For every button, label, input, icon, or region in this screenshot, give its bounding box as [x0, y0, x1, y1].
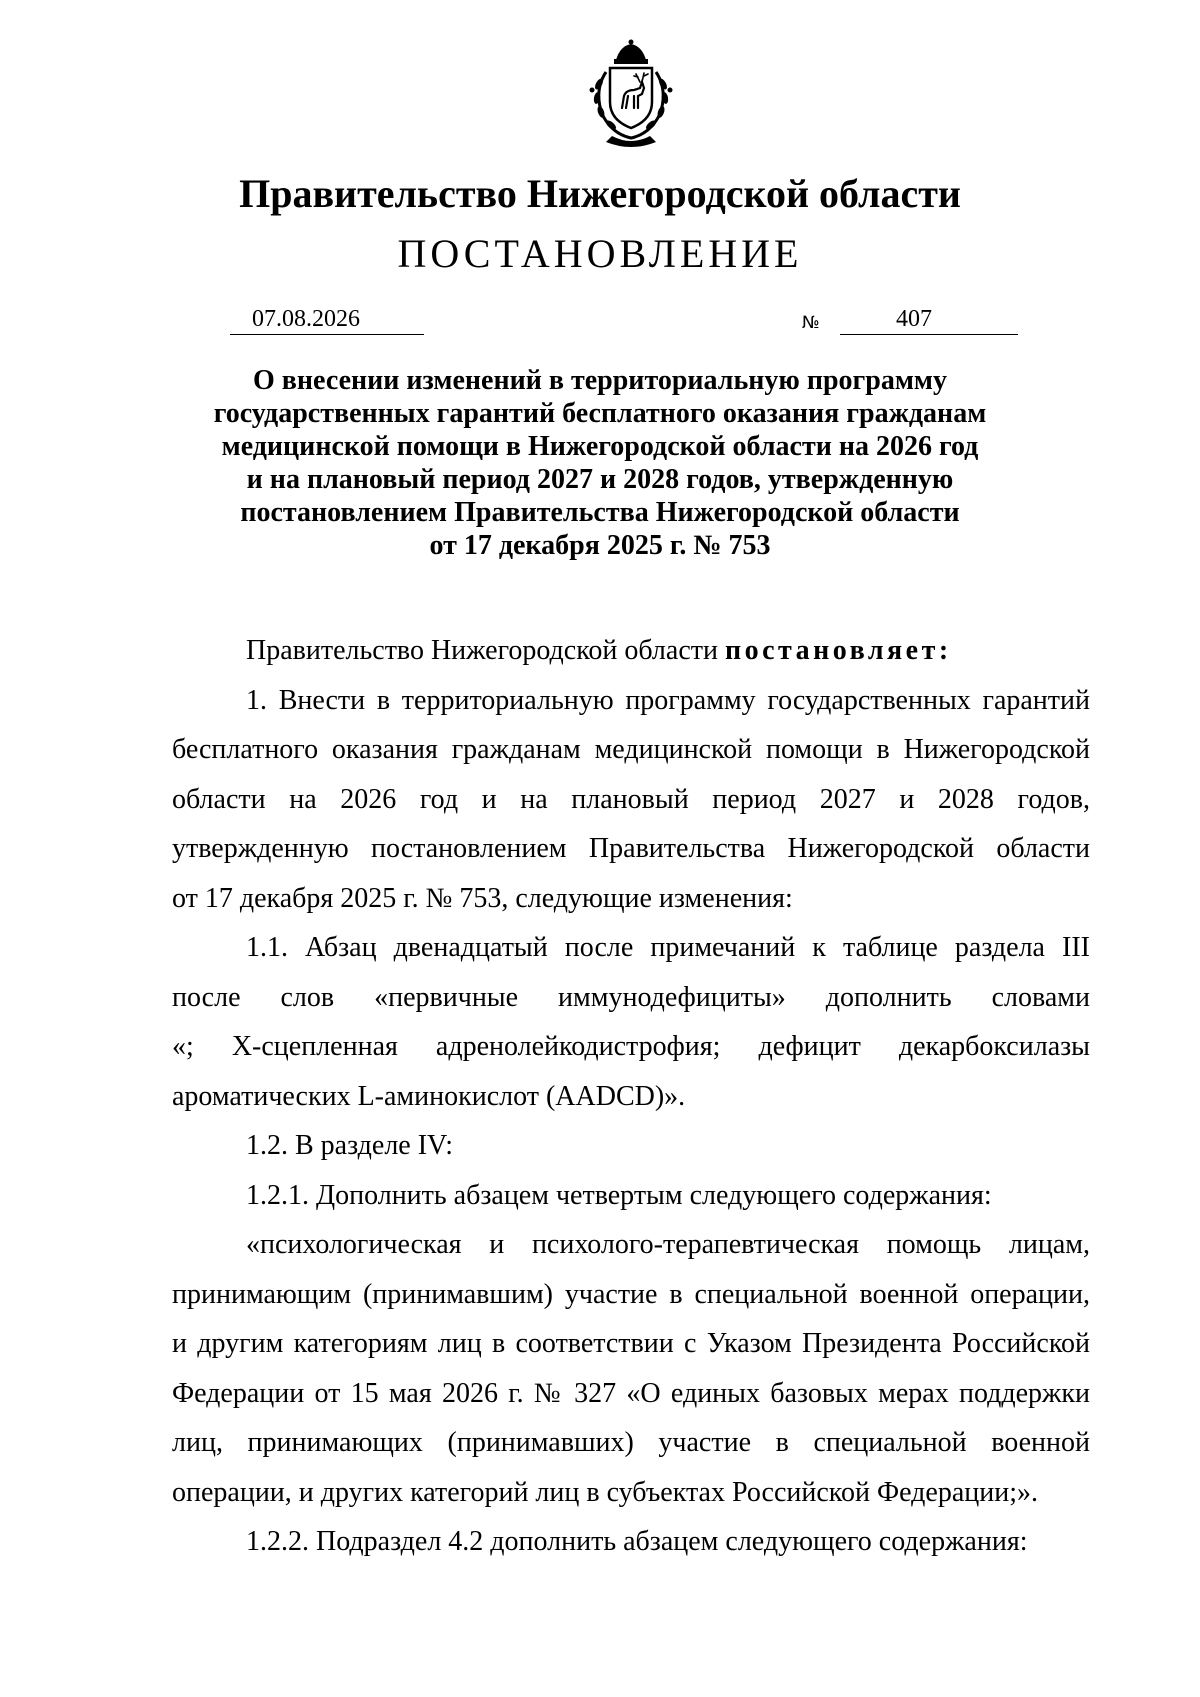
- title-line: и на плановый период 2027 и 2028 годов, утвержденную: [246, 464, 954, 495]
- paragraph-1-2-1: 1.2.1. Дополнить абзацем четвертым следующего содержания:: [246, 1179, 992, 1211]
- title-line: постановлением Правительства Нижегородской области: [240, 497, 960, 528]
- paragraph-1-line: бесплатного оказания гражданам медицинской помощи в Нижегородской: [172, 734, 1090, 765]
- quote-line: принимающим (принимавшим) участие в специальной военной операции,: [172, 1278, 1090, 1310]
- decree-word: постановляет:: [724, 635, 952, 666]
- document-title: [190, 364, 1010, 562]
- title-line: от 17 декабря 2025 г. № 753: [429, 530, 771, 561]
- document-number: 407: [896, 306, 932, 332]
- paragraph-1-2-2: 1.2.2. Подраздел 4.2 дополнить абзацем следующего содержания:: [246, 1526, 1028, 1557]
- intro-paragraph: [172, 626, 1090, 676]
- paragraph-1-1-line: 1.1. Абзац двенадцатый после примечаний к таблице раздела III: [246, 932, 1090, 963]
- paragraph-1-line: 1. Внести в территориальную программу государственных гарантий: [246, 684, 1090, 716]
- paragraph-1-2: 1.2. В разделе IV:: [246, 1130, 453, 1161]
- paragraph-1-1-line: ароматических L-аминокислот (AADCD)».: [172, 1080, 686, 1112]
- title-line: государственных гарантий бесплатного оказания гражданам: [213, 398, 987, 429]
- government-name: Правительство Нижегородской области: [239, 171, 961, 216]
- document-body: [172, 626, 1090, 1567]
- date-field: [230, 304, 424, 335]
- paragraph-1-1-line: после слов «первичные иммунодефициты» дополнить словами: [172, 981, 1090, 1013]
- quote-line: лиц, принимающих (принимавших) участие в специальной военной: [172, 1427, 1090, 1458]
- quote-line: Федерации от 15 мая 2026 г. № 327 «О единых базовых мерах поддержки: [172, 1377, 1090, 1409]
- paragraph-1-line: области на 2026 год и на плановый период 2027 и 2028 годов,: [172, 783, 1090, 815]
- quote-line: и другим категориям лиц в соответствии с Указом Президента Российской: [172, 1328, 1090, 1359]
- paragraph-1-line: утвержденную постановлением Правительства Нижегородской области: [172, 833, 1090, 864]
- document-type: ПОСТАНОВЛЕНИЕ: [397, 231, 803, 276]
- paragraph-1-1-line: «; X-сцепленная адренолейкодистрофия; дефицит декарбоксилазы: [172, 1031, 1090, 1062]
- number-field: [840, 304, 1018, 335]
- quote-line: операции, и других категорий лиц в субъектах Российской Федерации;».: [172, 1476, 1038, 1508]
- quote-line: «психологическая и психолого-терапевтическая помощь лицам,: [246, 1229, 1090, 1260]
- title-line: О внесении изменений в территориальную программу: [253, 365, 947, 396]
- intro-text: Правительство Нижегородской области: [246, 635, 725, 666]
- number-label: №: [802, 313, 820, 333]
- document-date: 07.08.2026: [252, 306, 360, 332]
- paragraph-1-line: от 17 декабря 2025 г. № 753, следующие изменения:: [172, 882, 793, 914]
- nizhny-novgorod-coat-of-arms-icon: [572, 38, 690, 150]
- title-line: медицинской помощи в Нижегородской области на 2026 год: [221, 431, 979, 462]
